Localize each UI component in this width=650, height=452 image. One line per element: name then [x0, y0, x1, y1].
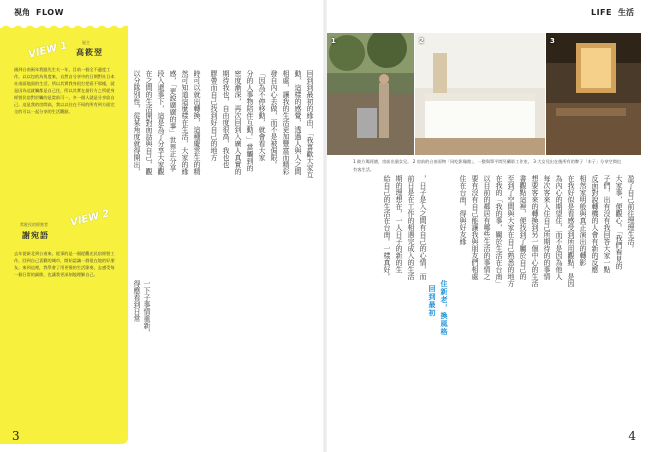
article-col: 期的理想在，一人日子的新的生: [395, 175, 403, 273]
article-col: 盈了自己前往理理生活。: [627, 175, 635, 252]
header-right-label: 生活: [618, 8, 634, 17]
view1-name: 高筱翌: [76, 48, 103, 57]
article-col: 「因為不停移動，就會看大家: [258, 70, 266, 161]
article-col: 相處，讓我的生活更加豐富而精彩: [282, 70, 290, 175]
article-col: 發自內心去做，而不是被侷限。: [270, 70, 278, 168]
article-col: 前日是在工作的相遇完成入的生活: [407, 175, 415, 280]
article-col: 為內心的期望住，而不是因為他人: [555, 175, 563, 280]
header-right: [591, 7, 634, 18]
article-col: 給自己的生活在台南。一樣真好。: [383, 175, 391, 280]
article-col: 大家事，便觀心。「我們看見的: [615, 175, 623, 270]
photo-1: [327, 33, 414, 155]
article-col: 在之間的生活開對面話與自己，觀: [145, 70, 153, 175]
page-number-left: 3: [12, 429, 20, 443]
photo-2: [415, 33, 545, 155]
article-col: 時可以就出轉換，這種慶雲生的精: [193, 70, 201, 175]
header-left-label: 視角: [14, 8, 30, 17]
view2-text: 去年從新北到台南來，從事的是一個從觀光民宿經營工作，回到自己喜歡的城市，開始認識一群很在地的好朋友。來到這裡，我學會了用更慢的生活節奏，去感受每一個日常的細節，也讓我更深刻地理解自己。: [14, 251, 115, 277]
article-col: 書觀點這裡，便找到了屬於自己的: [519, 175, 527, 280]
article-col: 至到了空間與大家在自己熟悉的地方: [507, 175, 515, 287]
view2-role: 常駐民宿經營者: [20, 222, 48, 227]
article-col: 要有沒有自己能讓我與朋友們相處: [471, 175, 479, 280]
photo-number: 3: [550, 37, 555, 45]
article-col: 想要客來的轉換到另一個中心的生活: [531, 175, 539, 287]
article-col: 感，「更說廣廣的事」世界正分享: [169, 70, 177, 172]
article-col: 密度漸深，再次回到入廣人真實的: [234, 70, 242, 175]
view1-tag: VIEW 1: [27, 40, 69, 61]
article-col: 每次客來入住自己所期待的的事情: [543, 175, 551, 280]
trees-photo: [327, 33, 414, 155]
article-col: 在我的「我的事，關於生活在台南」: [495, 175, 503, 287]
article-col: 膠帶而自己找到好自己的地方: [210, 70, 218, 161]
view2-name: 謝宛語: [22, 231, 49, 240]
bedroom-photo: [415, 33, 545, 155]
view1-role: 屋主: [82, 40, 90, 45]
article-col: 在我好似是看感受到所用觀點，是因: [567, 175, 575, 287]
article-col: 相然家明般與真正演出的轉影: [579, 175, 587, 266]
header-left: [14, 7, 64, 18]
article-col: 動，這樣的感覺，透過人與人之間: [294, 70, 302, 175]
photo-number: 2: [419, 37, 424, 45]
article-col: 然可知道這麼樣在生活，大家的緣: [181, 70, 189, 175]
subheading: 住新老，換風格: [440, 280, 448, 336]
view1-text: 國到台南兩年我跟先生夫一年，目前一個全不適度工作，以以包的為角度來，自然自分享中的日期對社日本社南面地面的生活，所以其實我身很打把看不那樣，就是因為這就觸都是自己住，所以其實在最好方之所從身經營民宿對於觸的是當前可一，多一個人就是分享給自己。這是我的房間高，我以以往在不同的所有到方面完全的可以一起分享的生活觀點。: [14, 67, 115, 114]
article-col: ，日子是入之間有自己的心情，而: [419, 175, 427, 280]
article-col: 一下子事情重新，得應看到日常: [133, 280, 151, 336]
article-col: 分的人事物陪伴互動。」當觸到的: [246, 70, 254, 172]
subheading-2: 回到最初: [428, 285, 436, 317]
article-col: 期待我也，自由度很高，我也也: [222, 70, 230, 168]
article-col: 反面對說轉機的人會有新的反應: [591, 175, 599, 273]
article-col: 住在台南，得與好友緣: [459, 175, 467, 245]
view2-tag: VIEW 2: [69, 208, 111, 229]
bar-photo: [546, 33, 641, 155]
header-right-title: LIFE: [590, 8, 612, 17]
photo-number: 1: [331, 37, 336, 45]
photo-caption: 1 筱方與阿德，房前出個女兒。 2 房前的台南原物「同吃影像館」，一整與單平間另攝影工作室。 3 大女兒出在後所有的牌子「木子」分享空間也有客生活。: [353, 159, 621, 172]
article-col: 以分隊別性，從某角度就得開出，: [133, 70, 141, 175]
article-col: 以目前的鄰居有哪些生活的事情之: [483, 175, 491, 280]
article-col: 段入還事下，這是為了分享大家觀: [157, 70, 165, 175]
article-col: 回到到最初的緣由，「我喜歡大家互: [306, 70, 314, 179]
photo-3: [546, 33, 641, 155]
article-col: 子們，出有沒有我回答大家一點: [603, 175, 611, 273]
page-number-right: 4: [628, 429, 636, 443]
header-left-title: FLOW: [36, 8, 64, 17]
